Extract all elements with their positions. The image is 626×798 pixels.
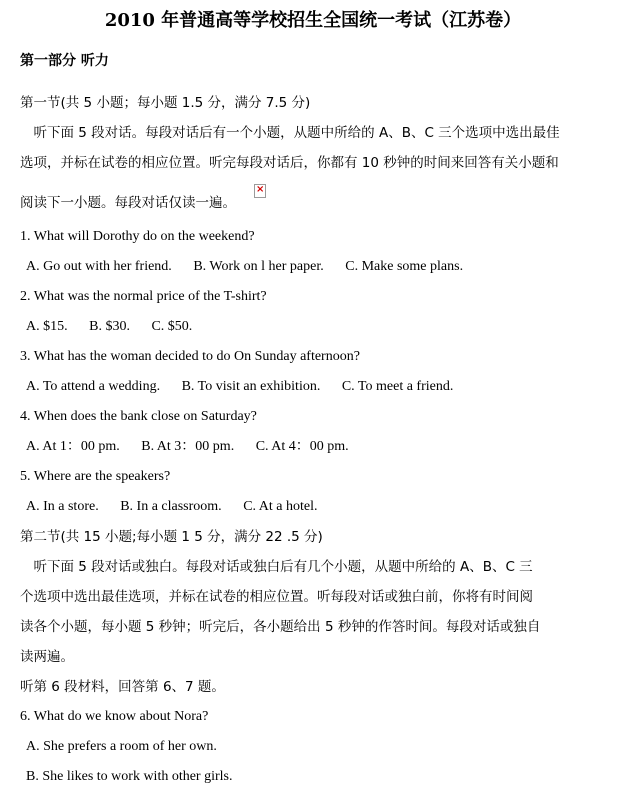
option-b: B. Work on l her paper. <box>193 259 324 274</box>
part1-heading: 第一部分 听力 <box>20 53 109 69</box>
option-b: B. $30. <box>89 319 130 334</box>
broken-image-icon: × <box>254 184 266 198</box>
option-b: B. At 3：00 pm. <box>141 439 235 454</box>
question-4: 4. When does the bank close on Saturday? <box>20 409 257 424</box>
option-a: A. $15. <box>26 319 68 334</box>
option-c: C. $50. <box>151 319 193 334</box>
question-3: 3. What has the woman decided to do On Sunday afternoon? <box>20 349 360 364</box>
option-b: B. In a classroom. <box>120 499 222 514</box>
section1-instruction-line: 阅读下一小题。每段对话仅读一遍。 <box>20 195 236 211</box>
question-4-options <box>26 438 367 456</box>
material-note: 听第 6 段材料，回答第 6、7 题。 <box>20 679 225 695</box>
question-3-options <box>26 378 471 396</box>
question-5: 5. Where are the speakers? <box>20 469 171 484</box>
option-c: C. To meet a friend. <box>341 379 454 394</box>
exam-title: 2010 年普通高等学校招生全国统一考试（江苏卷） <box>104 10 522 31</box>
option-c: C. At 4：00 pm. <box>255 439 349 454</box>
option-a: A. At 1：00 pm. <box>26 439 120 454</box>
option-b: B. To visit an exhibition. <box>181 379 321 394</box>
option-b: B. She likes to work with other girls. <box>26 769 233 784</box>
section1-heading: 第一节(共 5 小题；每小题 1.5 分，满分 7.5 分) <box>20 95 311 111</box>
question-1-options <box>26 258 481 276</box>
section2-instruction-line: 听下面 5 段对话或独白。每段对话或独白后有几个小题，从题中所给的 A、B、C 三 <box>20 559 533 575</box>
question-6: 6. What do we know about Nora? <box>20 709 209 724</box>
section2-instruction-line: 个选项中选出最佳选项，并标在试卷的相应位置。听每段对话或独白前，你将有时间阅 <box>20 589 533 605</box>
option-a: A. She prefers a room of her own. <box>26 739 217 754</box>
option-a: A. In a store. <box>26 499 99 514</box>
question-1: 1. What will Dorothy do on the weekend? <box>20 229 255 244</box>
section2-heading: 第二节(共 15 小题;每小题 1 5 分，满分 22 .5 分) <box>20 529 323 545</box>
question-2-options <box>26 318 210 336</box>
option-a: A. To attend a wedding. <box>26 379 161 394</box>
section2-instruction-line: 读各个小题，每小题 5 秒钟；听完后，各小题给出 5 秒钟的作答时间。每段对话或独自 <box>20 619 541 635</box>
section1-instruction-line: 听下面 5 段对话。每段对话后有一个小题，从题中所给的 A、B、C 三个选项中选出最佳 <box>20 125 560 141</box>
option-c: C. At a hotel. <box>243 499 318 514</box>
option-a: A. Go out with her friend. <box>26 259 172 274</box>
section1-instruction-line: 选项，并标在试卷的相应位置。听完每段对话后，你都有 10 秒钟的时间来回答有关小题和 <box>20 155 559 171</box>
section2-instruction-line: 读两遍。 <box>20 649 74 665</box>
option-c: C. Make some plans. <box>345 259 464 274</box>
question-2: 2. What was the normal price of the T-shirt? <box>20 289 267 304</box>
question-5-options <box>26 498 335 516</box>
